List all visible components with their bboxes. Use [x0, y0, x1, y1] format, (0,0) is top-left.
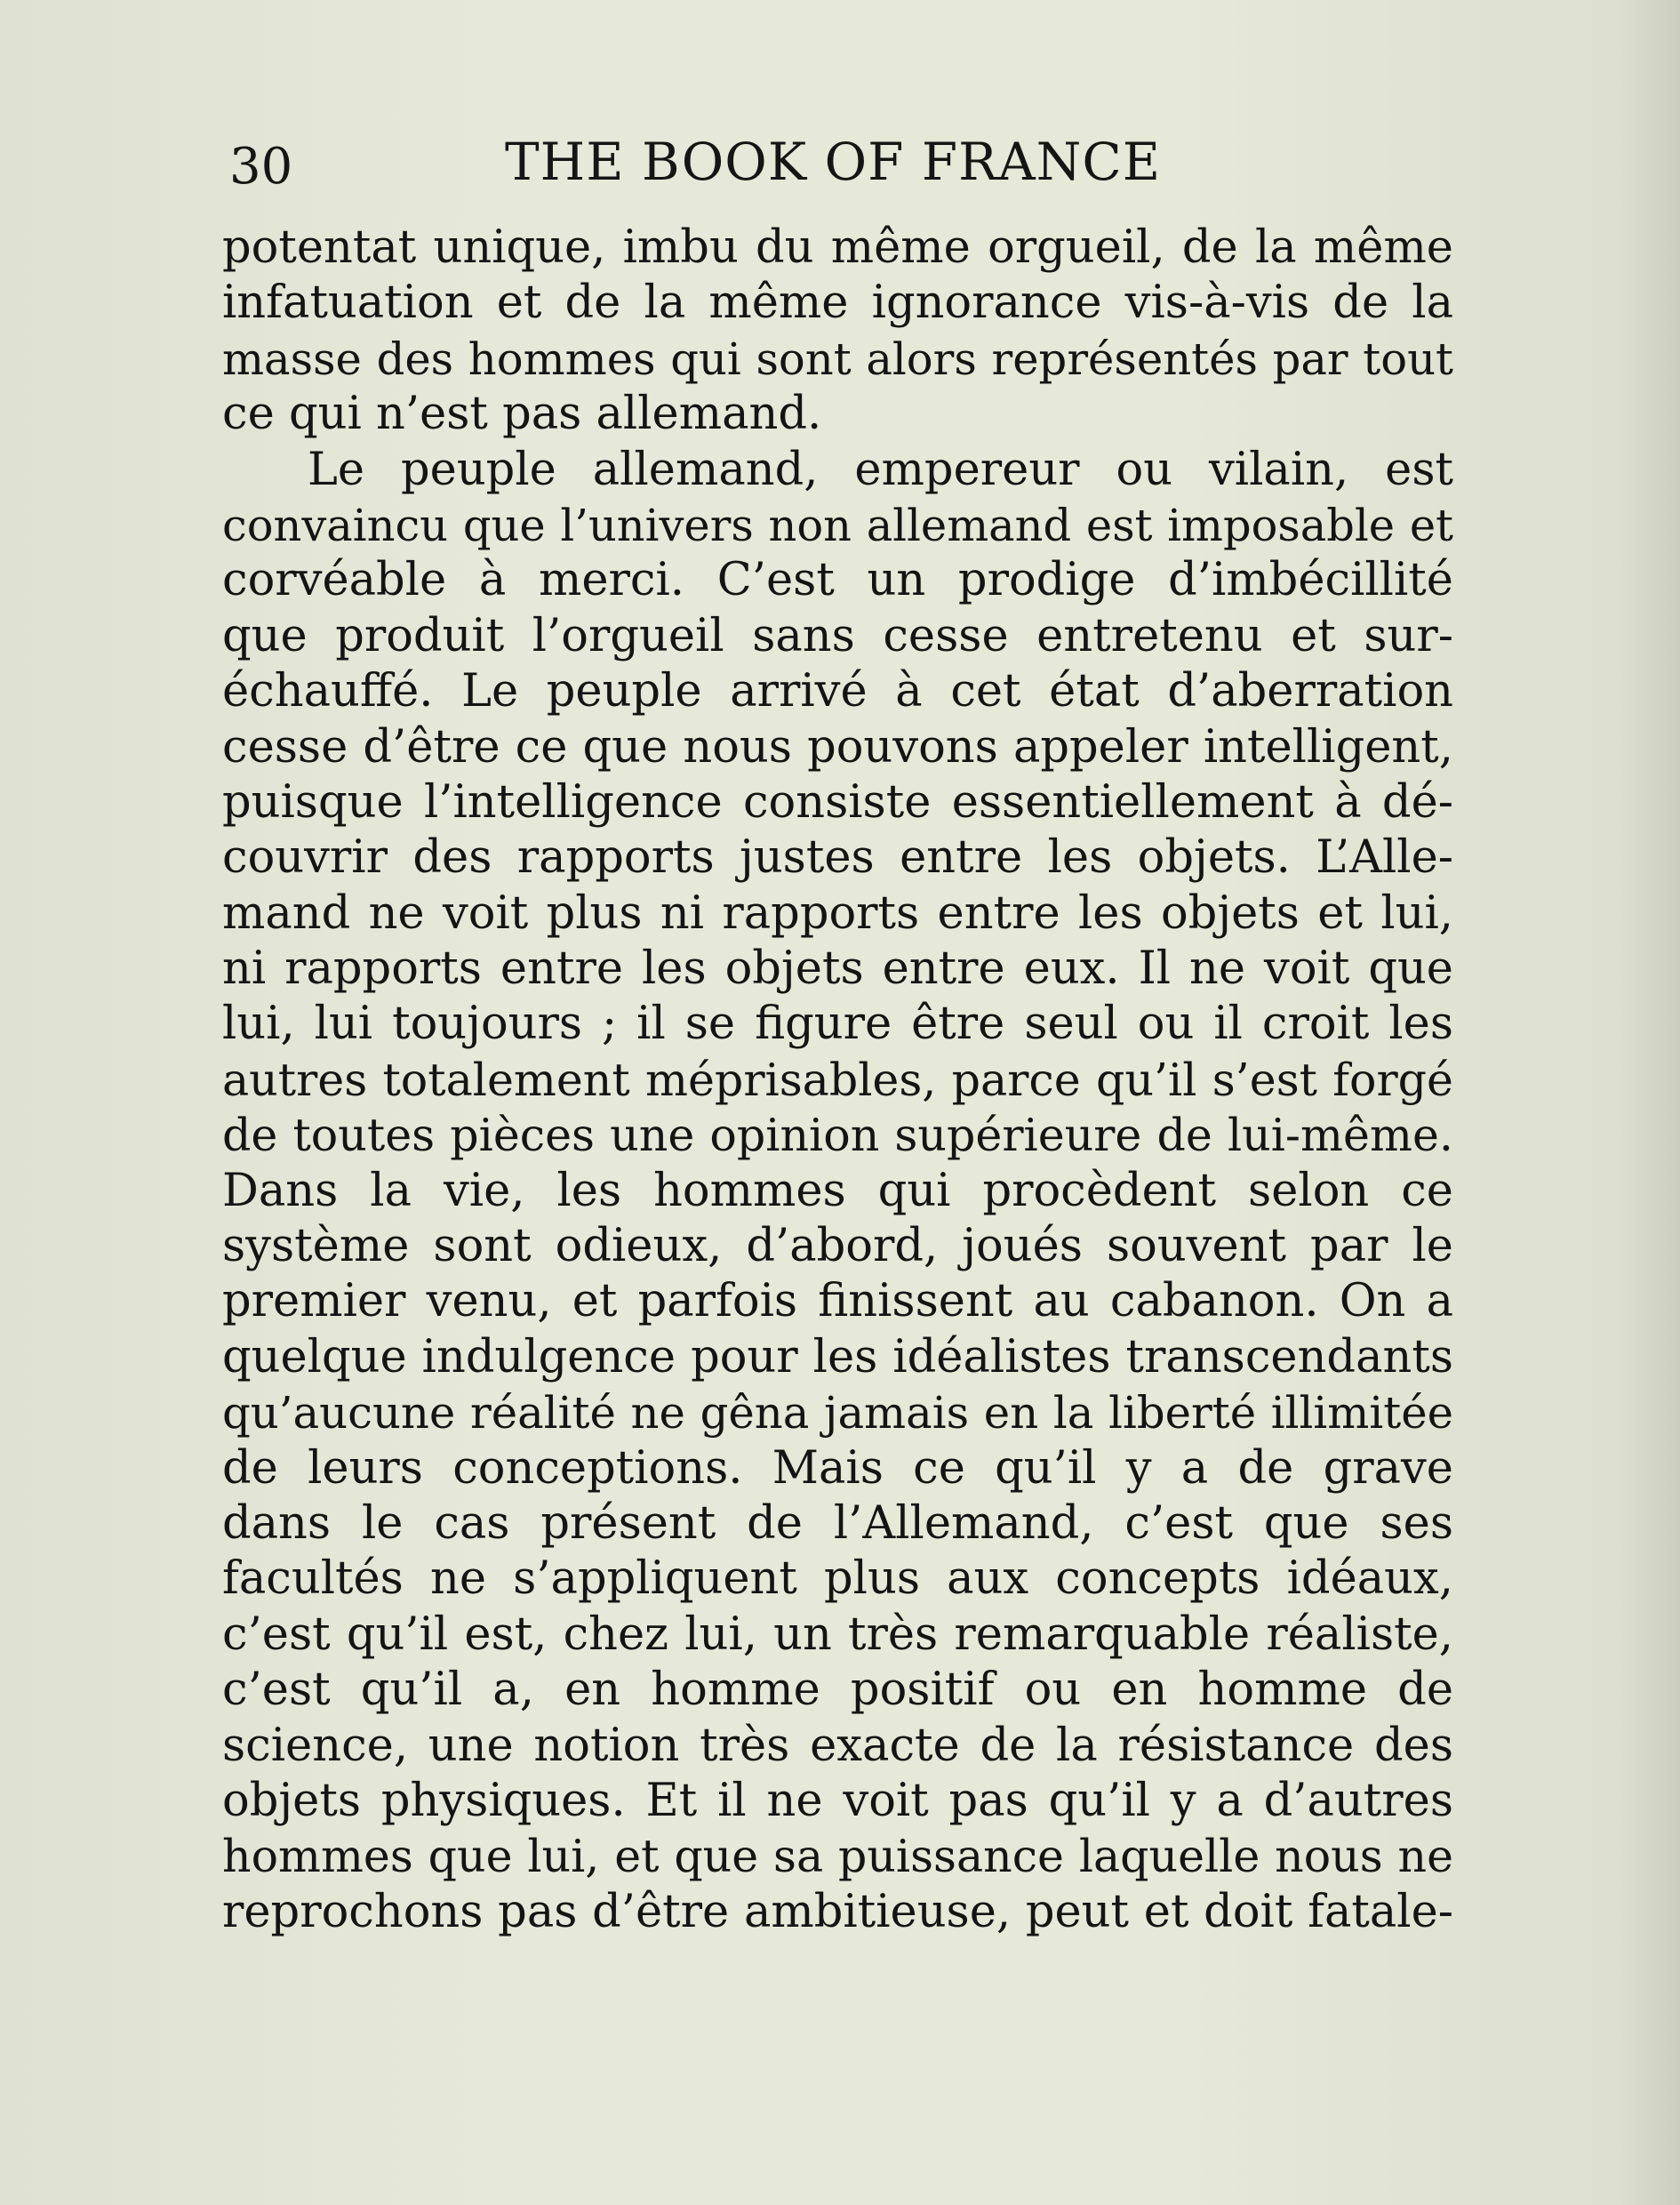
text-line: premier venu, et parfois finissent au cabanon. On a — [222, 1275, 1453, 1328]
text-line: que produit l’orgueil sans cesse entretenu et sur- — [222, 609, 1453, 662]
page-number: 30 — [229, 138, 293, 196]
text-line: hommes que lui, et que sa puissance laquelle nous ne — [222, 1830, 1453, 1883]
text-line: c’est qu’il est, chez lui, un très remarquable réaliste, — [222, 1608, 1453, 1661]
text-line: dans le cas présent de l’Allemand, c’est que ses — [222, 1496, 1453, 1550]
paragraph-start-line: Le peuple allemand, empereur ou vilain, est — [308, 443, 1453, 496]
text-line: objets physiques. Et il ne voit pas qu’il y a d’autres — [222, 1774, 1453, 1827]
text-line: corvéable à merci. C’est un prodige d’imbécillité — [222, 554, 1453, 607]
text-line: ce qui n’est pas allemand. — [222, 388, 822, 441]
text-line: qu’aucune réalité ne gêna jamais en la liberté illimitée — [222, 1387, 1453, 1439]
text-line: de toutes pièces une opinion supérieure de lui-même. — [222, 1109, 1453, 1162]
text-line: de leurs conceptions. Mais ce qu’il y a de grave — [222, 1441, 1453, 1495]
text-line: infatuation et de la même ignorance vis-à-vis de la — [222, 277, 1453, 330]
text-line: potentat unique, imbu du même orgueil, de la même — [222, 221, 1453, 274]
text-line: facultés ne s’appliquent plus aux concepts idéaux, — [222, 1552, 1453, 1606]
text-line: reprochons pas d’être ambitieuse, peut et doit fatale- — [222, 1885, 1453, 1938]
text-line: mand ne voit plus ni rapports entre les objets et lui, — [222, 886, 1453, 940]
text-line: Dans la vie, les hommes qui procèdent selon ce — [222, 1164, 1453, 1217]
text-line: ni rapports entre les objets entre eux. Il ne voit que — [222, 942, 1453, 996]
page-edge-shadow — [1618, 0, 1680, 2205]
text-line: échauffé. Le peuple arrivé à cet état d’aberration — [222, 665, 1453, 718]
text-line: masse des hommes qui sont alors représentés par tout — [222, 333, 1453, 385]
book-title: THE BOOK OF FRANCE — [505, 132, 1162, 192]
text-line: lui, lui toujours ; il se figure être seul ou il croit les — [222, 998, 1453, 1051]
text-line: convaincu que l’univers non allemand est imposable et — [222, 499, 1453, 551]
text-line: science, une notion très exacte de la résistance des — [222, 1719, 1453, 1772]
text-line: autres totalement méprisables, parce qu’il s’est forgé — [222, 1053, 1453, 1106]
text-line: couvrir des rapports justes entre les objets. L’Alle- — [222, 831, 1453, 885]
text-line: puisque l’intelligence consiste essentiellement à dé- — [222, 775, 1453, 829]
running-head — [229, 133, 1180, 204]
text-line: quelque indulgence pour les idéalistes transcendants — [222, 1330, 1453, 1383]
body-text — [222, 220, 1453, 1940]
text-line: système sont odieux, d’abord, joués souvent par le — [222, 1220, 1453, 1273]
text-line: cesse d’être ce que nous pouvons appeler intelligent, — [222, 720, 1453, 774]
text-line: c’est qu’il a, en homme positif ou en homme de — [222, 1664, 1453, 1717]
